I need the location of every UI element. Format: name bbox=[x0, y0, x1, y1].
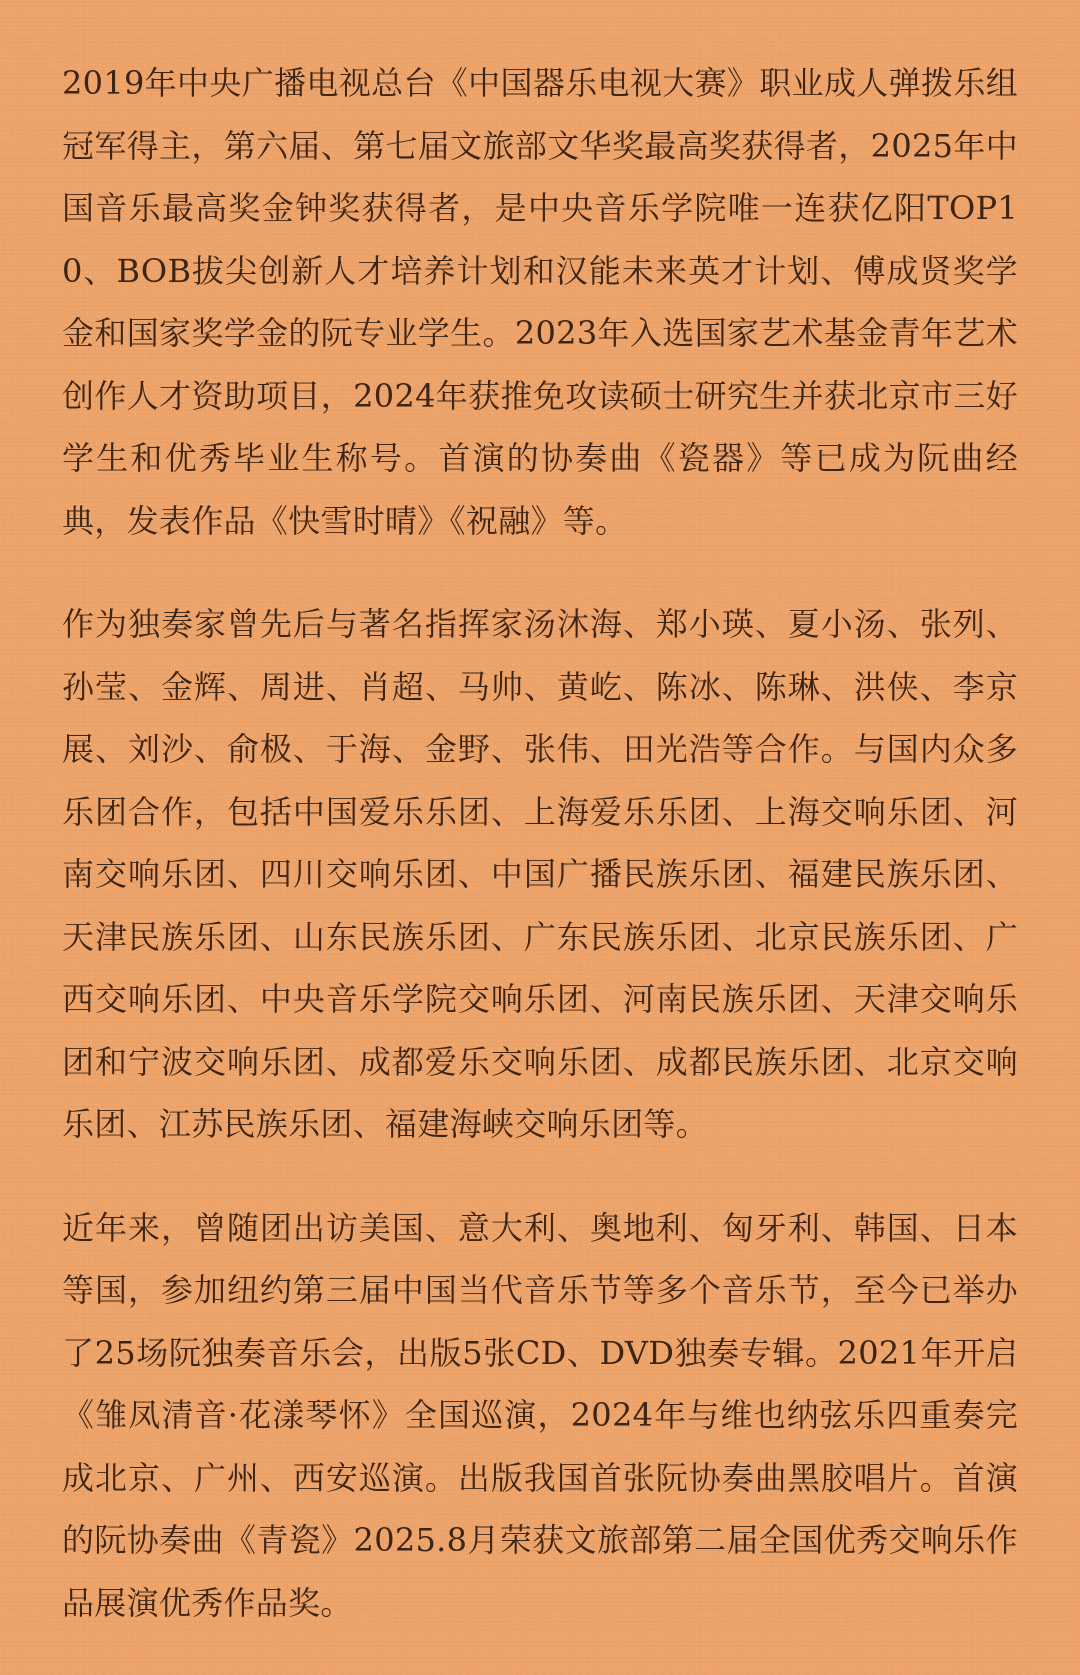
paragraph-collaborations: 作为独奏家曾先后与著名指挥家汤沐海、郑小瑛、夏小汤、张列、孙莹、金辉、周进、肖超、马帅、黄屹、陈冰、陈琳、洪侠、李京展、刘沙、俞极、于海、金野、张伟、田光浩等合作。与国内众多乐团合作，包括中国爱乐乐团、上海爱乐乐团、上海交响乐团、河南交响乐团、四川交响乐团、中国广播民族乐团、福建民族乐团、天津民族乐团、山东民族乐团、广东民族乐团、北京民族乐团、广西交响乐团、中央音乐学院交响乐团、河南民族乐团、天津交响乐团和宁波交响乐团、成都爱乐交响乐团、成都民族乐团、北京交响乐团、江苏民族乐团、福建海峡交响乐团等。 bbox=[62, 605, 1018, 1143]
paragraph-awards: 2019年中央广播电视总台《中国器乐电视大赛》职业成人弹拨乐组冠军得主，第六届、第七届文旅部文华奖最高奖获得者，2025年中国音乐最高奖金钟奖获得者，是中央音乐学院唯一连获亿阳TOP10、BOB拔尖创新人才培养计划和汉能未来英才计划、傅成贤奖学金和国家奖学金的阮专业学生。2023年入选国家艺术基金青年艺术创作人才资助项目，2024年获推免攻读硕士研究生并获北京市三好学生和优秀毕业生称号。首演的协奏曲《瓷器》等已成为阮曲经典，发表作品《快雪时晴》《祝融》等。 bbox=[62, 64, 1018, 540]
biography-text bbox=[62, 52, 1018, 1675]
paragraph-tours: 近年来，曾随团出访美国、意大利、奥地利、匈牙利、韩国、日本等国，参加纽约第三届中国当代音乐节等多个音乐节，至今已举办了25场阮独奏音乐会，出版5张CD、DVD独奏专辑。2021年开启《雏凤清音·花漾琴怀》全国巡演，2024年与维也纳弦乐四重奏完成北京、广州、西安巡演。出版我国首张阮协奏曲黑胶唱片。首演的阮协奏曲《青瓷》2025.8月荣获文旅部第二届全国优秀交响乐作品展演优秀作品奖。 bbox=[62, 1208, 1018, 1622]
